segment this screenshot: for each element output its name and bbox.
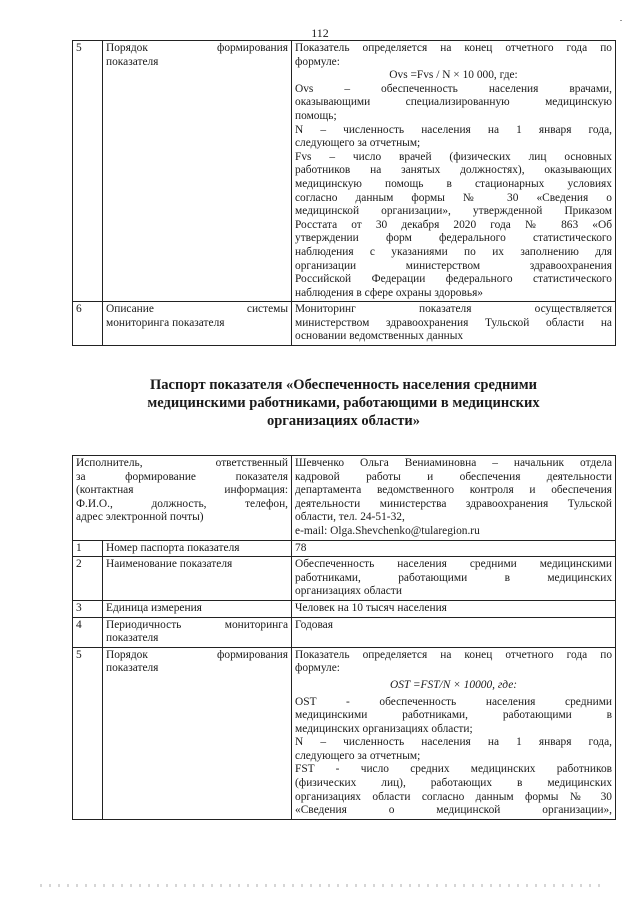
table-row <box>73 617 616 647</box>
scan-edge-mark <box>620 20 622 21</box>
indicator-passport-table-continued <box>72 40 616 346</box>
table-row <box>73 557 616 601</box>
table-row-executor <box>73 456 616 541</box>
text-line: 78 <box>295 541 307 554</box>
label-word: Порядок <box>106 42 148 54</box>
row-value <box>292 647 616 819</box>
text-line: N – численность населения на 1 января года, <box>295 736 613 749</box>
formula: Ovs =Fvs / N × 10 000, где: <box>389 69 518 82</box>
title-line: медицинскими работниками, работающими в медицинских <box>147 395 540 411</box>
passport-title <box>72 376 615 430</box>
row-number: 4 <box>73 617 103 647</box>
text-line: помощь; <box>295 109 337 122</box>
text-line: наблюдения с указаниями по их заполнению для <box>295 245 612 258</box>
table-row <box>73 302 616 346</box>
text-line: (физических лиц), работающих в медицинских <box>295 777 613 790</box>
text-line: N – численность населения на 1 января года, <box>295 123 612 136</box>
text-line: следующего за отчетным; <box>295 749 421 762</box>
label-word: показателя <box>106 662 159 675</box>
text-line: показателя <box>106 632 159 645</box>
indicator-passport-table <box>72 455 616 820</box>
label-word: мониторинга показателя <box>106 316 225 329</box>
text-line: работниками, работающими в медицинских <box>295 571 613 584</box>
text-line: медицинских организациях области; <box>295 722 473 735</box>
formula: OST =FST/N × 10000, где: <box>389 678 518 691</box>
text-line: Обеспеченность населения средними медицинскими <box>295 558 613 571</box>
title-line: организациях области» <box>266 413 421 429</box>
text-line: Мониторинг показателя осуществляется <box>295 303 612 316</box>
text-line: работников на занятых должностях), оказывающих <box>295 164 612 177</box>
text-line: организациях области согласно данным формы № 30 <box>295 790 613 803</box>
text-line: Периодичность мониторинга <box>106 618 289 631</box>
text-line: медицинскими работниками, работающими в <box>295 709 613 722</box>
text-line: согласно данным формы № 30 «Сведения о <box>295 191 612 204</box>
text-line: Показатель определяется на конец отчетного года по <box>295 648 613 661</box>
text-line: утверждении форм федерального статистического <box>295 232 612 245</box>
row-number: 1 <box>73 540 103 557</box>
text-line: департамента ведомственного контроля и обеспечения <box>295 484 613 497</box>
text-line: медицинскую помощь в стационарных условиях <box>295 177 612 190</box>
row-label <box>103 302 292 346</box>
label-word: формирования <box>216 42 288 54</box>
row-value <box>292 557 616 601</box>
text-line: деятельности министерства здравоохранения Тульской <box>295 497 613 510</box>
text-line: медицинской организации», утвержденной Приказом <box>295 205 612 218</box>
text-line: FST - число средних медицинских работников <box>295 763 613 776</box>
contact-email: e-mail: Olga.Shevchenko@tularegion.ru <box>295 524 480 537</box>
executor-value <box>292 456 616 541</box>
text-line: Исполнитель, ответственный <box>76 457 289 469</box>
label-word: показателя <box>106 55 159 68</box>
row-number: 2 <box>73 557 103 601</box>
title-line: Паспорт показателя «Обеспеченность населения средними <box>150 377 537 393</box>
page-number: 112 <box>311 26 329 40</box>
row-value <box>292 617 616 647</box>
row-label: Наименование показателя <box>103 557 292 601</box>
table-row <box>73 540 616 557</box>
label-word: Описание <box>106 303 154 316</box>
row-number: 5 <box>73 647 103 819</box>
row-number: 5 <box>73 41 103 302</box>
text-line: основании ведомственных данных <box>295 330 464 343</box>
label-word: Порядок <box>106 648 148 661</box>
row-value <box>292 41 616 302</box>
text-line: организациях области <box>295 585 402 598</box>
row-label: Единица измерения <box>103 600 292 617</box>
row-value <box>292 302 616 346</box>
text-line: наблюдения в сфере охраны здоровья» <box>295 286 483 299</box>
row-label: Номер паспорта показателя <box>103 540 292 557</box>
row-value <box>292 600 616 617</box>
text-line: (контактная информация: <box>76 484 289 497</box>
text-line: формуле: <box>295 55 340 68</box>
table-row <box>73 41 616 302</box>
text-line: министерством здравоохранения Тульской области на <box>295 316 612 329</box>
executor-label <box>73 456 292 541</box>
row-label <box>103 617 292 647</box>
text-line: Человек на 10 тысяч населения <box>295 601 447 614</box>
text-line: Годовая <box>295 618 333 631</box>
row-number: 6 <box>73 302 103 346</box>
text-line: «Сведения о медицинской организации», <box>295 804 613 817</box>
text-line: за формирование показателя <box>76 470 289 483</box>
text-line: Шевченко Ольга Вениаминовна – начальник отдела <box>295 457 613 469</box>
label-word: системы <box>246 303 288 316</box>
label-word: формирования <box>217 648 289 661</box>
row-number: 3 <box>73 600 103 617</box>
row-label <box>103 41 292 302</box>
row-value <box>292 540 616 557</box>
text-line: Показатель определяется на конец отчетного года по <box>295 42 612 54</box>
text-line: формуле: <box>295 662 340 675</box>
text-line: организации министерством здравоохранения <box>295 259 612 272</box>
text-line: адрес электронной почты) <box>76 511 204 524</box>
row-label <box>103 647 292 819</box>
text-line: Росстата от 30 декабря 2020 года № 863 «Об <box>295 218 612 231</box>
table-row <box>73 600 616 617</box>
text-line: оказывающими специализированную медицинскую <box>295 96 612 109</box>
text-line: Ф.И.О., должность, телефон, <box>76 497 289 510</box>
text-line: Российской Федерации федерального статистического <box>295 273 612 286</box>
text-line: области, тел. 24-51-32, <box>295 511 405 524</box>
text-line: Fvs – число врачей (физических лиц основных <box>295 150 612 163</box>
text-line: кадровой работы и обеспечения деятельности <box>295 470 613 483</box>
text-line: Ovs – обеспеченность населения врачами, <box>295 82 612 95</box>
scan-artifact-line <box>40 884 600 887</box>
text-line: OST - обеспеченность населения средними <box>295 695 613 708</box>
table-row <box>73 647 616 819</box>
text-line: следующего за отчетным; <box>295 137 421 150</box>
